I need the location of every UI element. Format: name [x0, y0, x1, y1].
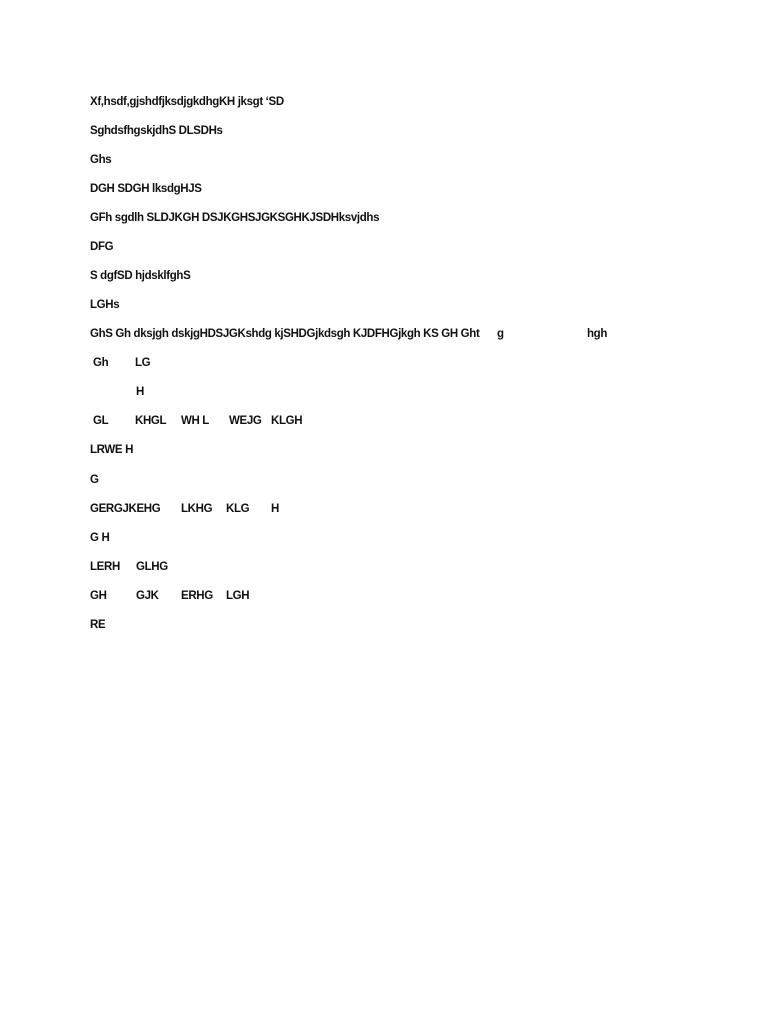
text-line-11	[90, 383, 290, 401]
text-line-16: G H	[90, 532, 110, 544]
text-line-18-seg-4: LGH	[226, 590, 250, 602]
text-line-2: SghdsfhgskjdhS DLSDHs	[90, 125, 223, 137]
text-line-18-seg-1: GH	[90, 590, 107, 602]
text-line-5: GFh sgdlh SLDJKGH DSJKGHSJGKSGHKJSDHksvjdhs	[90, 212, 380, 224]
text-line-11-seg-1: H	[136, 386, 144, 398]
text-line-17-seg-2: GLHG	[136, 561, 168, 573]
text-line-7: S dgfSD hjdsklfghS	[90, 270, 191, 282]
text-line-1: Xf,hsdf,gjshdfjksdjgkdhgKH jksgt ‘SD	[90, 96, 284, 108]
text-line-10-seg-1: Gh	[93, 357, 109, 369]
text-line-15-seg-4: H	[271, 503, 279, 515]
text-line-12-seg-5: KLGH	[271, 415, 303, 427]
text-line-12-seg-3: WH L	[181, 415, 209, 427]
text-line-8: LGHs	[90, 299, 120, 311]
text-line-17	[90, 558, 290, 576]
text-line-15-seg-2: LKHG	[181, 503, 213, 515]
text-line-18	[90, 587, 390, 605]
text-line-15-seg-1: GERGJKEHG	[90, 503, 161, 515]
text-line-12	[90, 412, 390, 430]
text-line-17-seg-1: LERH	[90, 561, 120, 573]
text-line-10-seg-2: LG	[135, 357, 151, 369]
text-line-9	[90, 325, 650, 343]
text-line-15	[90, 500, 390, 518]
text-line-6: DFG	[90, 241, 114, 253]
text-line-12-seg-1: GL	[93, 415, 109, 427]
text-line-9-seg-1: GhS Gh dksjgh dskjgHDSJGKshdg kjSHDGjkdsgh KJDFHGjkgh KS GH Ght	[90, 328, 480, 340]
text-line-3: Ghs	[90, 154, 112, 166]
text-line-12-seg-2: KHGL	[135, 415, 167, 427]
text-line-10	[90, 354, 290, 372]
text-line-15-seg-3: KLG	[226, 503, 250, 515]
text-line-19: RE	[90, 619, 106, 631]
text-line-9-seg-2: g	[497, 328, 504, 340]
text-line-18-seg-2: GJK	[136, 590, 159, 602]
text-line-12-seg-4: WEJG	[229, 415, 262, 427]
text-line-4: DGH SDGH lksdgHJS	[90, 183, 202, 195]
text-line-18-seg-3: ERHG	[181, 590, 213, 602]
text-line-9-seg-3: hgh	[587, 328, 608, 340]
text-line-14: G	[90, 474, 99, 486]
text-line-13: LRWE H	[90, 444, 134, 456]
